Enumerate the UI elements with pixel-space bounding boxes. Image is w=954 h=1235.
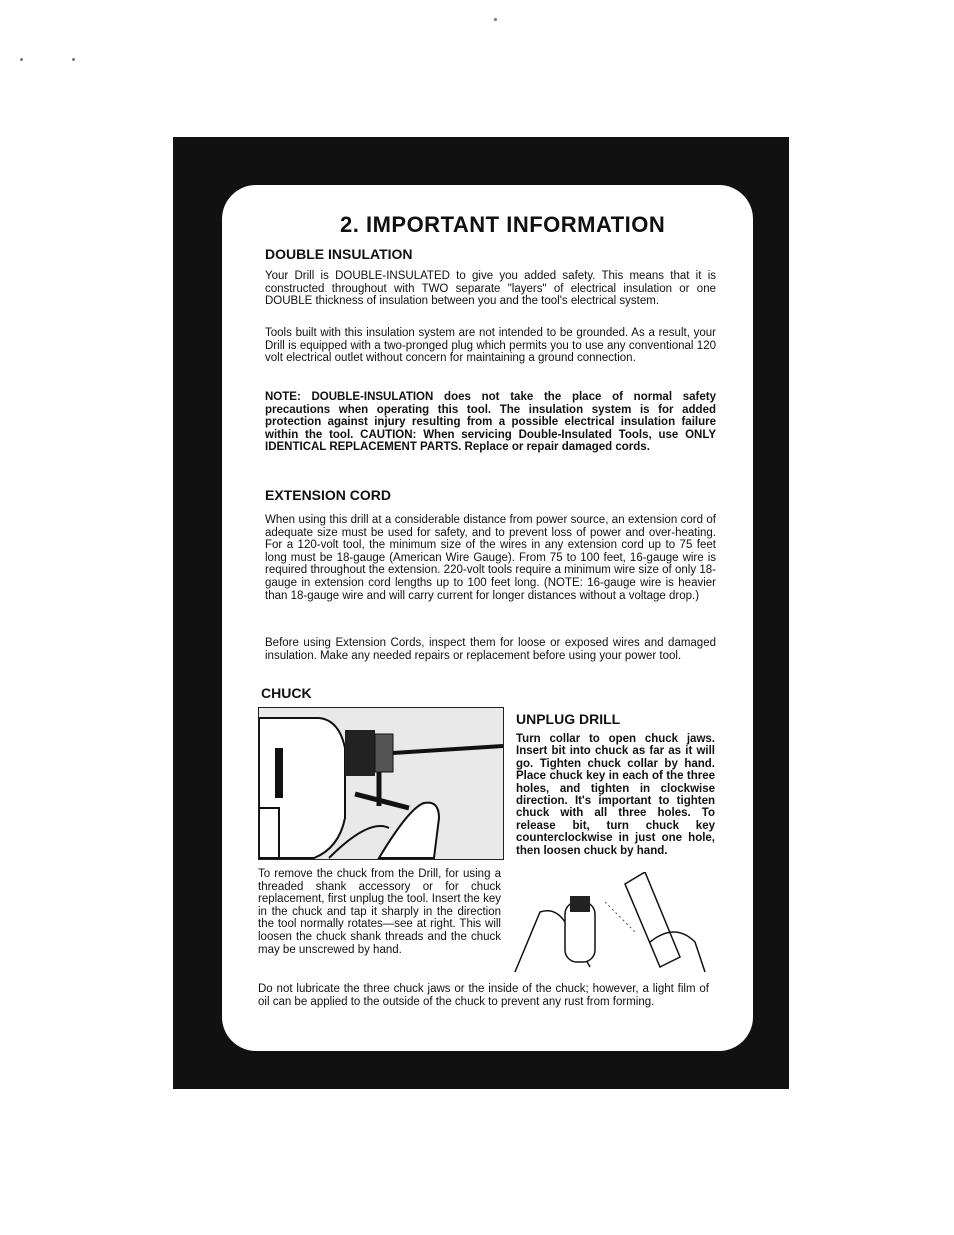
drill-chuck-drawing <box>259 708 503 859</box>
note-text: NOTE: DOUBLE-INSULATION does not take the place of normal safety precautions when operating this tool. The insulation system is for added protection against injury resulting from a possible electrical insulation failure within the tool. <box>265 391 716 441</box>
chuck-heading: CHUCK <box>261 685 312 701</box>
chuck-lubrication-text: Do not lubricate the three chuck jaws or the inside of the chuck; however, a light film of oil can be applied to the outside of the chuck to prevent any rust from forming. <box>258 983 709 1008</box>
double-insulation-para-1: Your Drill is DOUBLE-INSULATED to give you added safety. This means that it is constructed throughout with TWO separate "layers" of electrical insulation or one DOUBLE thickness of insulation between you and the tool's electrical system. <box>265 270 716 308</box>
double-insulation-note <box>265 391 716 454</box>
chuck-removal-drawing <box>510 872 710 980</box>
extension-cord-para-2: Before using Extension Cords, inspect them for loose or exposed wires and damaged insulation. Make any needed repairs or replacement before using your power tool. <box>265 637 716 662</box>
caution-label: CAUTION: <box>360 428 417 441</box>
chuck-removal-illustration <box>510 872 710 980</box>
page-title: 2. IMPORTANT INFORMATION <box>340 212 666 237</box>
caution-text: When servicing Double-Insulated Tools, use ONLY IDENTICAL REPLACEMENT PARTS. Replace or repair damaged cords. <box>265 428 716 454</box>
chuck-removal-text: To remove the chuck from the Drill, for using a threaded shank accessory or for chuck replacement, first unplug the tool. Insert the key in the chuck and tap it sharply in the direction the tool normally rotates—see at right. This will loosen the chuck shank threads and the chuck may be unscrewed by hand. <box>258 868 501 956</box>
unplug-drill-heading: UNPLUG DRILL <box>516 711 621 727</box>
double-insulation-para-2: Tools built with this insulation system are not intended to be grounded. As a result, your Drill is equipped with a two-pronged plug which permits you to use any conventional 120 volt electrical outlet without concern for maintaining a ground connection. <box>265 327 716 365</box>
double-insulation-heading: DOUBLE INSULATION <box>265 246 413 262</box>
drill-chuck-illustration <box>258 707 504 860</box>
scan-speck <box>20 58 23 61</box>
unplug-drill-text: Turn collar to open chuck jaws. Insert bit into chuck as far as it will go. Tighten chuck collar by hand. Place chuck key in each of the three holes, and tighten in clockwise direction. It's important to tighten chuck with all three holes. To release bit, turn chuck key counterclockwise in just one hole, then loosen chuck by hand. <box>516 733 715 857</box>
scan-speck <box>72 58 75 61</box>
extension-cord-heading: EXTENSION CORD <box>265 487 392 503</box>
extension-cord-para-1: When using this drill at a considerable distance from power source, an extension cord of adequate size must be used for safety, and to prevent loss of power and over-heating. For a 120-volt tool, the minimum size of the wires in any extension cord up to 75 feet long must be 18-gauge (American Wire Gauge). From 75 to 100 feet, 16-gauge wire is required throughout the extension. 220-volt tools require a minimum wire size of only 18-gauge in extension cord lengths up to 100 feet long. (NOTE: 16-gauge wire is heavier than 18-gauge wire and will carry current for longer distances without a voltage drop.) <box>265 514 716 602</box>
scan-speck <box>494 18 497 21</box>
